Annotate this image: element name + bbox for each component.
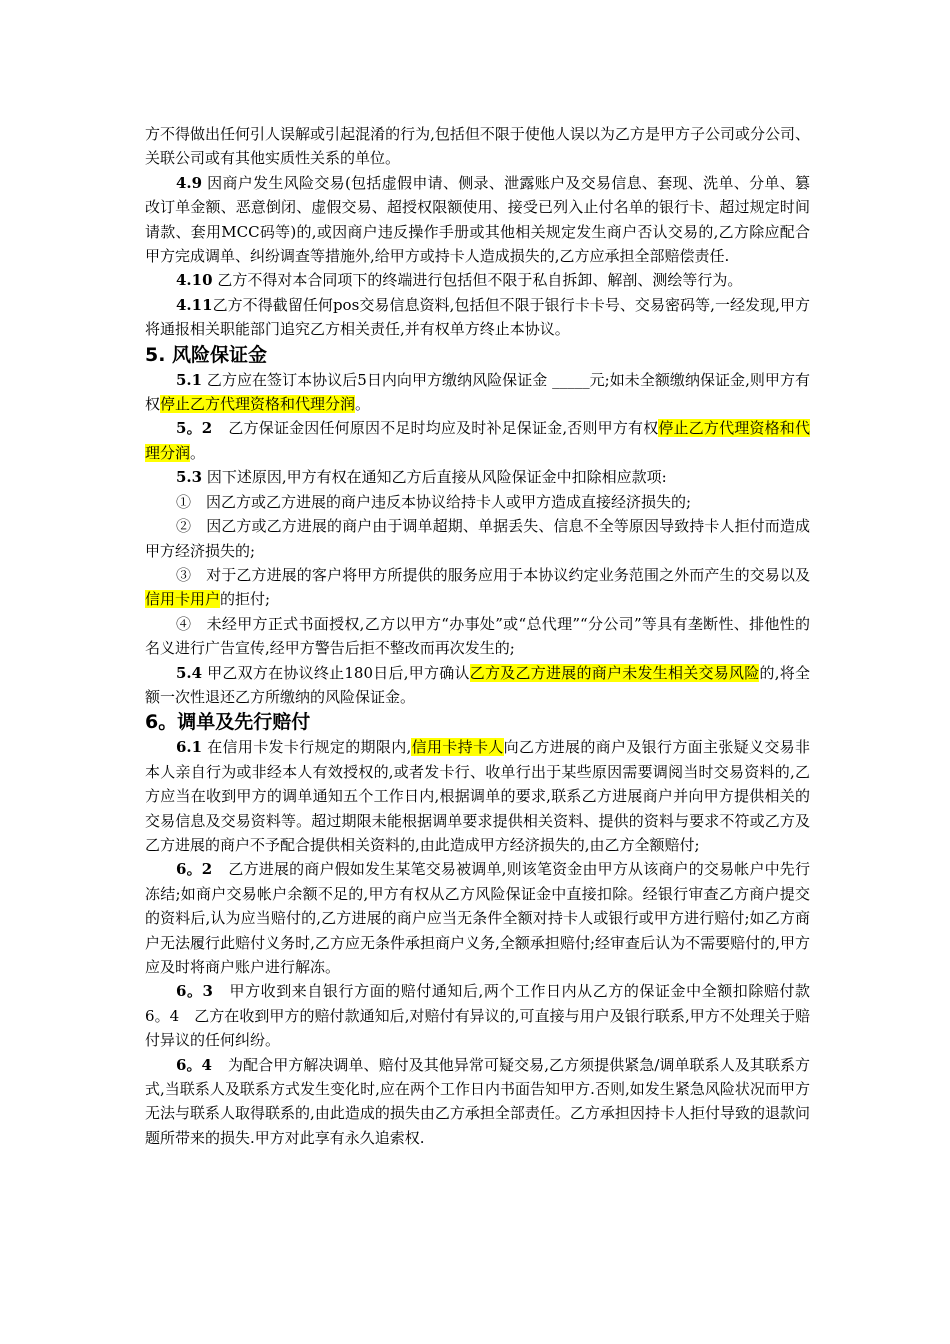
paragraph-5-1 <box>145 368 810 417</box>
list-item-1: ① 因乙方或乙方进展的商户违反本协议给持卡人或甲方造成直接经济损失的; <box>176 492 692 511</box>
paragraph-4-10 <box>145 268 810 292</box>
clause-text: 乙方应在签订本协议后5日内向甲方缴纳风险保证金 _____元;如未全额缴纳保证金,则甲方有权 <box>145 370 810 414</box>
clause-text-end: 。 <box>355 395 371 414</box>
clause-number: 5.1 <box>176 370 203 389</box>
list-item-3 <box>145 563 810 612</box>
paragraph-6-2 <box>145 857 810 979</box>
clause-number: 4.9 <box>176 173 203 192</box>
list-item-2: ② 因乙方或乙方进展的商户由于调单超期、单据丢失、信息不全等原因导致持卡人拒付而造成甲方经济损失的; <box>145 517 810 560</box>
section-heading-risk-deposit: 5. 风险保证金 <box>145 343 268 366</box>
item-text-end: 的拒付; <box>220 590 271 609</box>
clause-text: 乙方进展的商户假如发生某笔交易被调单,则该笔资金由甲方从该商户的交易帐户中先行冻结;如商户交易帐户余额不足的,甲方有权从乙方风险保证金中直接扣除。经银行审查乙方商户提交的资料后,认为应当赔付的,乙方进展的商户应当无条件全额对持卡人或银行或甲方进行赔付;如乙方商户无法履行此赔付义务时,乙方应无条件承担商户义务,全额承担赔付;经审查后认为不需要赔付的,甲方应及时将商户账户进行解冻。 <box>145 860 810 976</box>
clause-number: 5.3 <box>176 468 203 487</box>
clause-text: 甲方收到来自银行方面的赔付通知后,两个工作日内从乙方的保证金中全额扣除赔付款6。4 乙方在收到甲方的赔付款通知后,对赔付有异议的,可直接与用户及银行联系,甲方不处理关于赔付异议的任何纠纷。 <box>145 982 810 1050</box>
paragraph-4-11 <box>145 293 810 342</box>
clause-text-end: 。 <box>190 443 206 462</box>
clause-number: 6。3 <box>176 982 213 1001</box>
paragraph-4-9 <box>145 171 810 269</box>
clause-text: 因商户发生风险交易(包括虚假申请、侧录、泄露账户及交易信息、套现、洗单、分单、篡改订单金额、恶意倒闭、虚假交易、超授权限额使用、接受已列入止付名单的银行卡、超过规定时间请款、套用MCC码等)的,或因商户违反操作手册或其他相关规定发生商户否认交易的,乙方除应配合甲方完成调单、纠纷调查等措施外,给甲方或持卡人造成损失的,乙方应承担全部赔偿责任. <box>145 173 810 266</box>
paragraph-5-2 <box>145 416 810 465</box>
clause-number: 5.4 <box>176 663 203 682</box>
paragraph-6-4 <box>145 1053 810 1151</box>
clause-number: 4.10 <box>176 271 213 290</box>
item-text: ③ 对于乙方进展的客户将甲方所提供的服务应用于本协议约定业务范围之外而产生的交易以及 <box>176 565 810 584</box>
list-item-4: ④ 未经甲方正式书面授权,乙方以甲方“办事处”或“总代理”“分公司”等具有垄断性、排他性的名义进行广告宣传,经甲方警告后拒不整改而再次发生的; <box>145 614 810 658</box>
clause-number: 6。4 <box>176 1055 212 1074</box>
highlighted-text: 停止乙方代理资格和代理分润 <box>160 395 356 414</box>
clause-text: 乙方不得对本合同项下的终端进行包括但不限于私自拆卸、解剖、测绘等行为。 <box>212 271 743 290</box>
highlighted-text: 停止乙方代理资格和代理分润 <box>145 419 810 462</box>
clause-text: 因下述原因,甲方有权在通知乙方后直接从风险保证金中扣除相应款项: <box>202 468 667 487</box>
clause-number: 6.1 <box>176 738 203 757</box>
clause-text: 为配合甲方解决调单、赔付及其他异常可疑交易,乙方须提供紧急/调单联系人及其联系方式,当联系人及联系方式发生变化时,应在两个工作日内书面告知甲方.否则,如发生紧急风险状况而甲方无法与联系人取得联系的,由此造成的损失由乙方承担全部责任。乙方承担因持卡人拒付导致的退款问题所带来的损失.甲方对此享有永久追索权. <box>145 1055 810 1147</box>
clause-text: 乙方保证金因任何原因不足时均应及时补足保证金,否则甲方有权 <box>228 419 659 438</box>
document-page <box>145 122 810 1150</box>
clause-text-end: 向乙方进展的商户及银行方面主张疑义交易非本人亲自行为或非经本人有效授权的,或者发卡行、收单行出于某些原因需要调阅当时交易资料的,乙方应当在收到甲方的调单通知五个工作日内,根据调单的要求,联系乙方进展商户并向甲方提供相关的交易信息及交易资料等。超过期限未能根据调单要求提供相关资料、提供的资料与要求不符或乙方及乙方进展的商户不予配合提供相关资料的,由此造成甲方经济损失的,由乙方全额赔付; <box>145 738 810 854</box>
highlighted-text: 乙方及乙方进展的商户未发生相关交易风险 <box>469 663 760 682</box>
clause-text: 在信用卡发卡行规定的期限内, <box>202 738 412 757</box>
paragraph-4-8-continued: 方不得做出任何引人误解或引起混淆的行为,包括但不限于使他人误以为乙方是甲方子公司或分公司、关联公司或有其他实质性关系的单位。 <box>145 125 810 168</box>
section-heading-chargeback: 6。调单及先行赔付 <box>145 711 311 734</box>
paragraph-6-1 <box>145 735 810 857</box>
paragraph-5-4 <box>145 661 810 710</box>
paragraph-5-3 <box>145 465 810 489</box>
clause-text-end: 的,将全额一次性退还乙方所缴纳的风险保证金。 <box>145 663 810 706</box>
paragraph-6-3 <box>145 979 810 1052</box>
clause-number: 4.11 <box>176 295 213 314</box>
clause-text: 乙方不得截留任何pos交易信息资料,包括但不限于银行卡卡号、交易密码等,一经发现,甲方将通报相关职能部门追究乙方相关责任,并有权单方终止本协议。 <box>145 295 810 339</box>
clause-number: 5。2 <box>176 419 213 438</box>
highlighted-text: 信用卡用户 <box>145 590 221 609</box>
clause-text: 甲乙双方在协议终止180日后,甲方确认 <box>202 663 470 682</box>
highlighted-text: 信用卡持卡人 <box>411 738 504 757</box>
clause-number: 6。2 <box>176 860 213 879</box>
